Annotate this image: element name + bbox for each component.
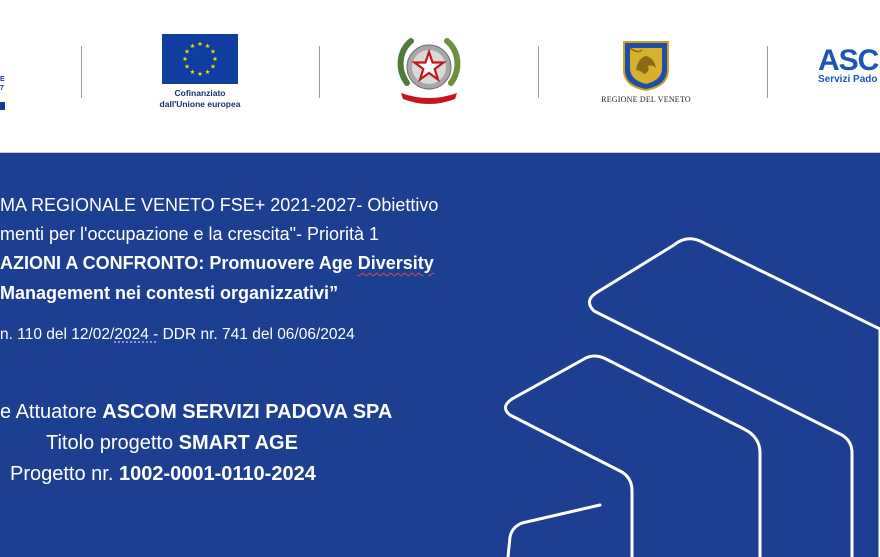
eu-star	[190, 69, 195, 74]
partial-logo-letter-1: E	[0, 76, 5, 83]
eu-star	[205, 43, 210, 48]
eu-caption-line1: Cofinanziato	[174, 88, 226, 98]
eu-caption-line2: dall'Unione europea	[159, 99, 241, 109]
eu-star	[190, 43, 195, 48]
eu-star	[213, 56, 218, 61]
implementing-body-label: e Attuatore	[0, 401, 103, 423]
eu-star	[211, 49, 216, 54]
logo-separator	[319, 46, 320, 98]
eu-stars-icon	[162, 34, 238, 84]
eu-star	[183, 56, 188, 61]
project-number-value: 1002-0001-0110-2024	[118, 463, 316, 485]
project-title-diversity: Diversity	[357, 253, 434, 273]
decree-ref-year: 2024 -	[114, 326, 159, 343]
eu-star	[211, 64, 216, 69]
ascom-logo-word: ASC	[818, 44, 879, 77]
logo-separator	[767, 46, 768, 98]
logo-separator	[81, 46, 82, 98]
decree-ref-part2: DDR nr. 741 del 06/06/2024	[158, 326, 355, 343]
programme-line-2: menti per l'occupazione e la crescita"- Priorità 1	[0, 224, 379, 244]
programme-line-1: MA REGIONALE VENETO FSE+ 2021-2027- Obiettivo	[0, 195, 439, 215]
partial-logo-left	[0, 76, 8, 110]
project-info-panel	[0, 153, 880, 557]
eu-star	[198, 71, 203, 76]
project-title-line-2: Management nei contesti organizzativi”	[0, 283, 339, 303]
project-number-label: Progetto nr.	[10, 463, 119, 485]
logo-separator	[538, 46, 539, 98]
eu-caption	[140, 88, 260, 110]
implementing-body	[0, 401, 392, 424]
logo-bar	[0, 0, 880, 153]
eu-flag-icon	[162, 34, 238, 84]
decree-reference	[0, 326, 355, 344]
eu-star	[185, 49, 190, 54]
implementing-body-value: ASCOM SERVIZI PADOVA SPA	[102, 401, 393, 423]
eu-star	[198, 41, 203, 46]
project-title-part: AZIONI A CONFRONTO: Promuovere Age	[0, 253, 358, 273]
project-title-line-1	[0, 253, 434, 274]
italy-emblem-icon	[395, 33, 463, 105]
veneto-lion-shield-icon	[620, 40, 672, 92]
project-title-info	[46, 432, 298, 455]
partial-logo-letter-2: 7	[0, 85, 4, 92]
project-title-label: Titolo progetto	[46, 432, 179, 454]
ascom-logo-subtitle: Servizi Pado	[818, 74, 878, 85]
project-title-value: SMART AGE	[178, 432, 298, 454]
project-number-info	[10, 463, 316, 486]
partial-logo-bar	[0, 102, 5, 110]
veneto-caption: REGIONE DEL VENETO	[601, 95, 691, 104]
ascom-logo	[818, 46, 878, 85]
decree-ref-part1: n. 110 del 12/02/	[0, 326, 115, 343]
eu-star	[185, 64, 190, 69]
eu-star	[205, 69, 210, 74]
